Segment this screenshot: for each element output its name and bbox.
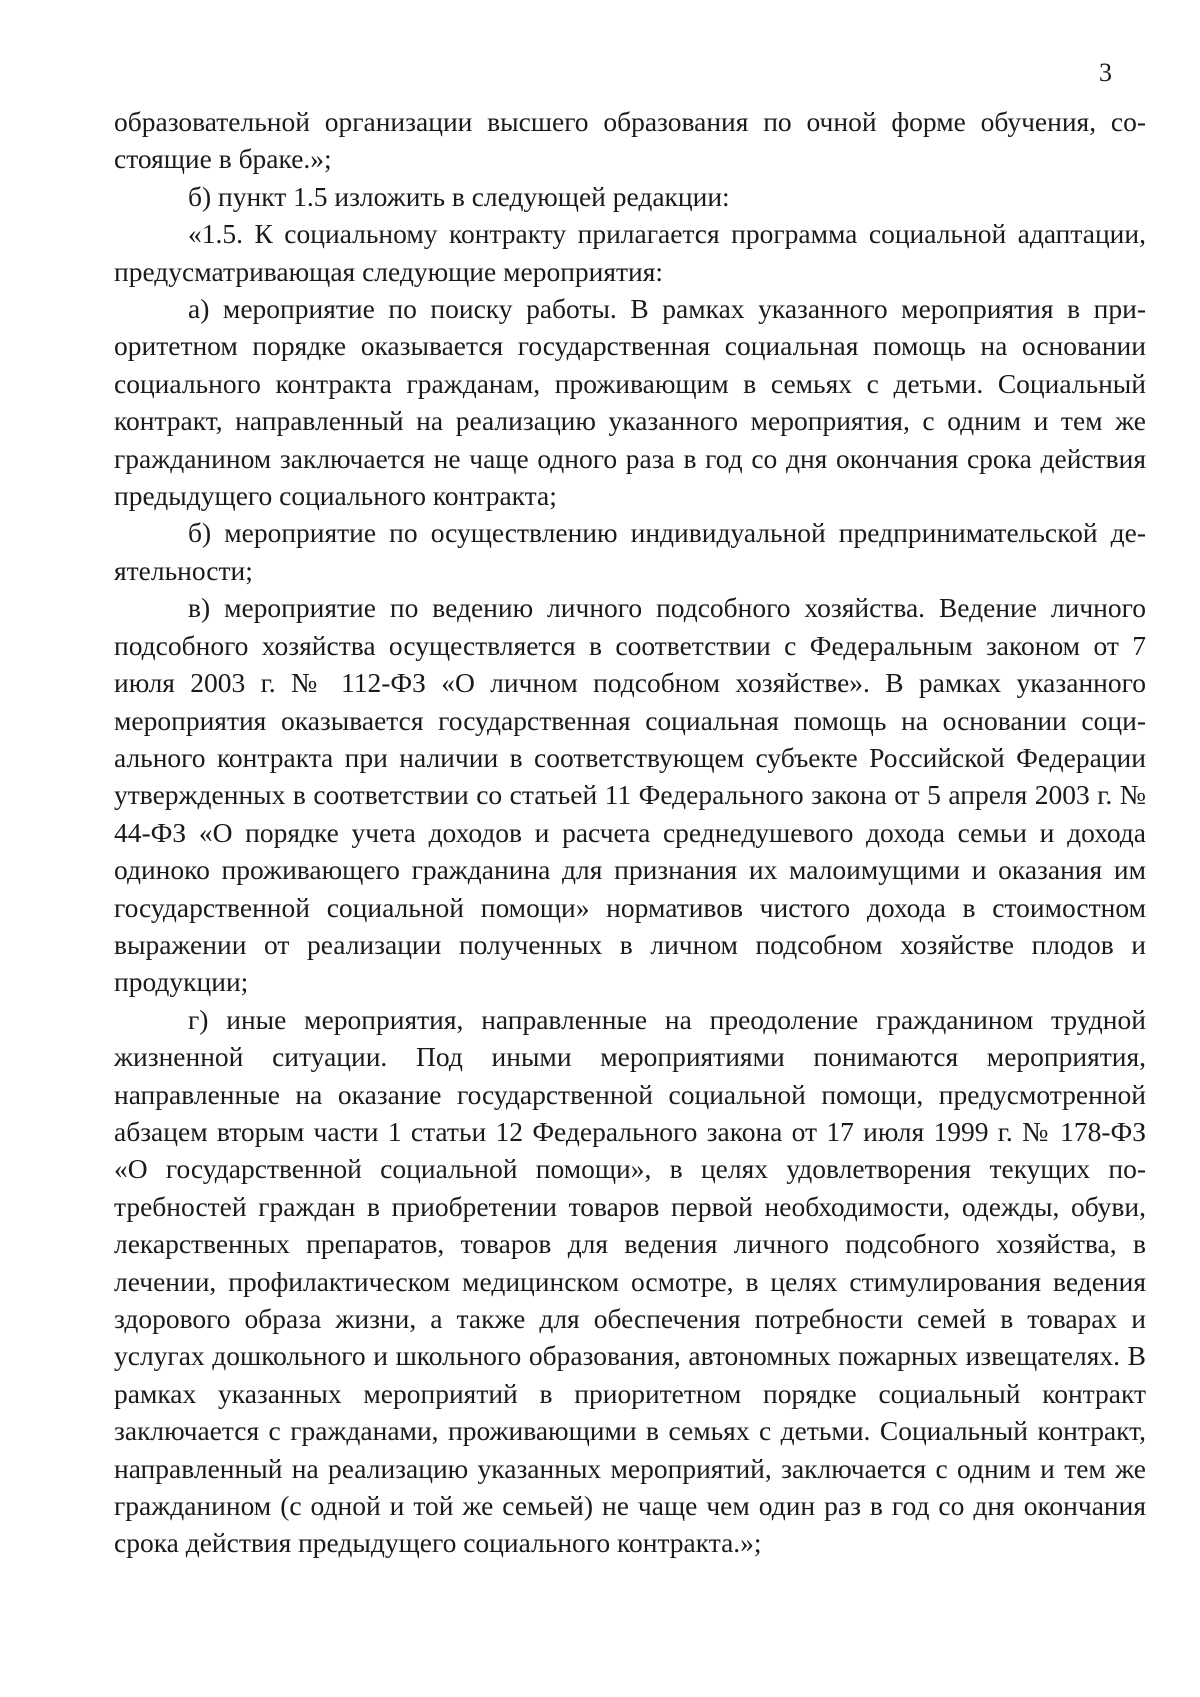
document-body	[114, 103, 1146, 1562]
paragraph-measure-b: б) мероприятие по осуществлению индивидуальной предпринимательской деятельности;	[114, 517, 1146, 586]
paragraph-measure-v: в) мероприятие по ведению личного подсобного хозяйства. Ведение личного подсобного хозяйства осуществляется в соответствии с Федеральным законом от 7 июля 2003 г. № 112-ФЗ «О личном подсобном хозяйстве». В рамках указанного мероприятия оказывается государственная социальная помощь на основании социального контракта при наличии в соответствующем субъекте Российской Федерации утвержденных в соответствии со статьей 11 Федерального закона от 5 апреля 2003 г. № 44-ФЗ «О порядке учета доходов и расчета среднедушевого дохода семьи и дохода одиноко проживающего гражданина для признания их малоимущими и оказания им государственной социальной помощи» нормативов чистого дохода в стоимостном выражении от реализации полученных в личном подсобном хозяйстве плодов и продукции;	[114, 592, 1146, 998]
paragraph-measure-g: г) иные мероприятия, направленные на преодоление гражданином трудной жизненной ситуации. Под иными мероприятиями понимаются мероприятия, направленные на оказание государственной социальной помощи, предусмотренной абзацем вторым части 1 статьи 12 Федерального закона от 17 июля 1999 г. № 178-ФЗ «О государственной социальной помощи», в целях удовлетворения текущих потребностей граждан в приобретении товаров первой необходимости, одежды, обуви, лекарственных препаратов, товаров для ведения личного подсобного хозяйства, в лечении, профилактическом медицинском осмотре, в целях стимулирования ведения здорового образа жизни, а также для обеспечения потребности семей в товарах и услугах дошкольного и школьного образования, автономных пожарных извещателях. В рамках указанных мероприятий в приоритетном порядке социальный контракт заключается с гражданами, проживающими в семьях с детьми. Социальный контракт, направленный на реализацию указанных мероприятий, заключается с одним и тем же гражданином (с одной и той же семьей) не чаще чем один раз в год со дня окончания срока действия предыдущего социального контракта.»;	[114, 1003, 1146, 1559]
paragraph-clause-1-5: «1.5. К социальному контракту прилагается программа социальной адаптации, предусматривающая следующие мероприятия:	[114, 218, 1146, 287]
paragraph-measure-a: а) мероприятие по поиску работы. В рамках указанного мероприятия в приоритетном порядке оказывается государственная социальная помощь на основании социального контракта гражданам, проживающим в семьях с детьми. Социальный контракт, направленный на реализацию указанного мероприятия, с одним и тем же гражданином заключается не чаще одного раза в год со дня окончания срока действия предыдущего социального контракта;	[114, 293, 1146, 512]
page-number: 3	[1099, 58, 1112, 87]
paragraph-continuation: образовательной организации высшего образования по очной форме обучения, состоящие в браке.»;	[114, 106, 1146, 175]
paragraph-item-b-amendment: б) пункт 1.5 изложить в следующей редакции:	[188, 180, 730, 212]
